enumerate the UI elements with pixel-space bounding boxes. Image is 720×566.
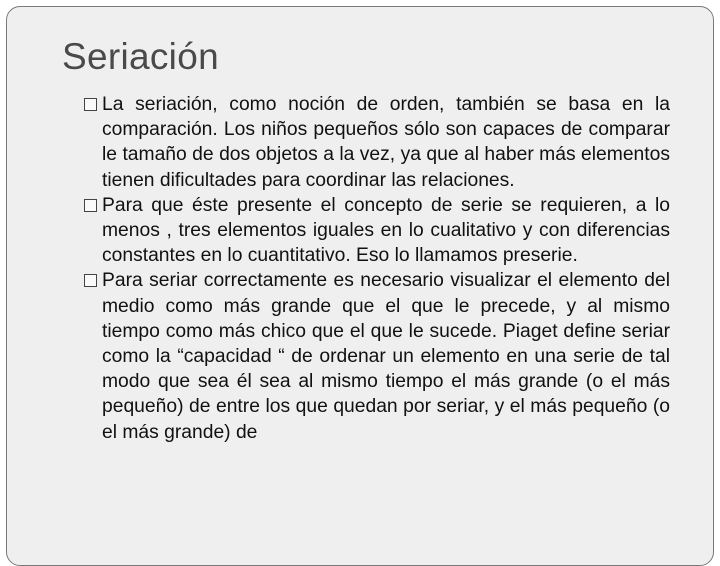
bullet-item-1 — [84, 92, 670, 193]
slide-title: Seriación — [62, 36, 219, 77]
checkbox-bullet-icon — [84, 274, 97, 287]
checkbox-bullet-icon — [84, 98, 97, 111]
bullet-item-2 — [84, 193, 670, 269]
bullet-item-3 — [84, 268, 670, 444]
bullet-text-1: La seriación, como noción de orden, también se basa en la comparación. Los niños pequeños sólo son capaces de comparar le tamaño de dos objetos a la vez, ya que al haber más elementos tienen dificultades para coordinar las relaciones. — [102, 94, 670, 191]
bullet-text-3: Para seriar correctamente es necesario visualizar el elemento del medio como más grande que el que le precede, y al mismo tiempo como más chico que el que le sucede. Piaget define seriar como la “capacidad “ de ordenar un elemento en una serie de tal modo que sea él sea al mismo tiempo el más grande (o el más pequeño) de entre los que quedan por seriar, y el más pequeño (o el más grande) de — [102, 270, 670, 443]
bullet-text-2: Para que éste presente el concepto de serie se requieren, a lo menos , tres elementos iguales en lo cualitativo y con diferencias constantes en lo cuantitativo. Eso lo llamamos preserie. — [102, 194, 670, 267]
slide-content — [84, 92, 670, 445]
checkbox-bullet-icon — [84, 199, 97, 212]
